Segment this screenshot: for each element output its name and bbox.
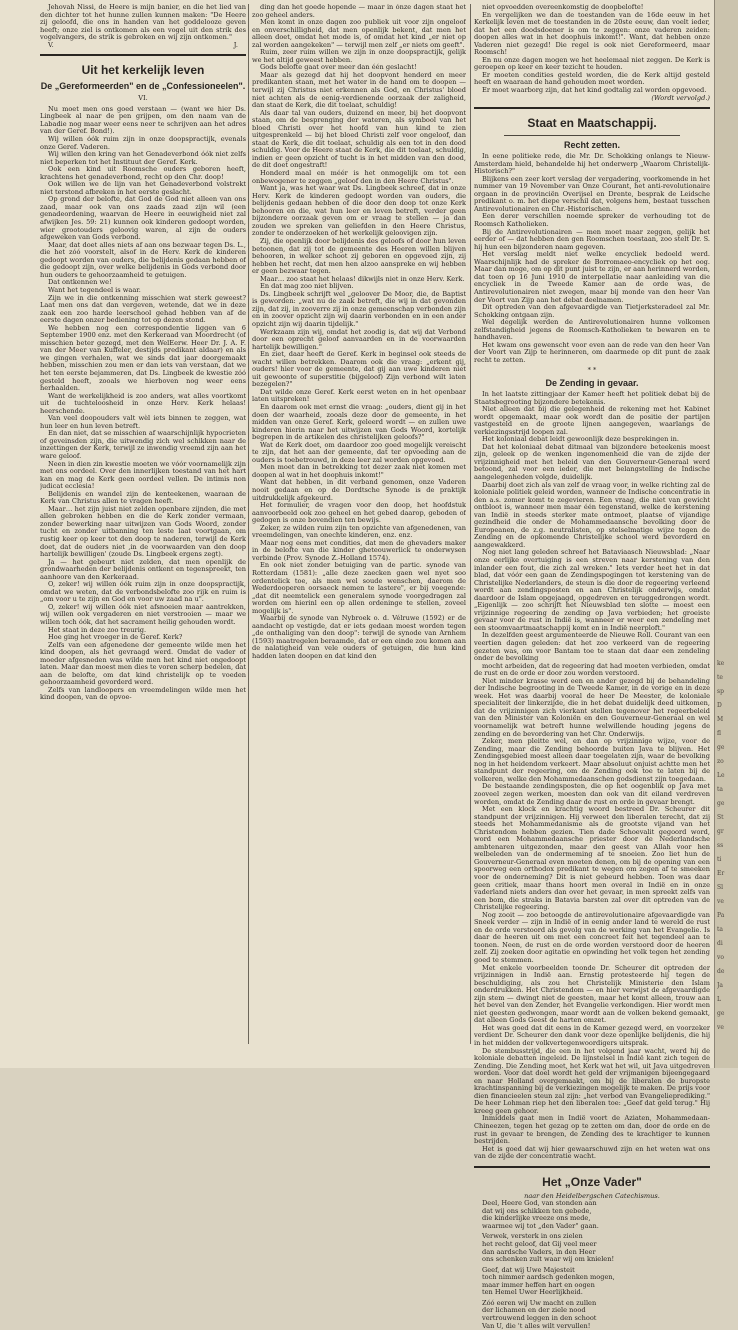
paragraph: Dat ontkennen we! bbox=[40, 279, 246, 287]
edge-fragment: ke bbox=[717, 660, 735, 668]
paragraph: De stembusstrijd, die een in het volgend jaar wacht, werd hij de koloniale debatten ingeleid. De lijnstelsel in Indië kant zich tegen de Zending. Die Zending moet, het Kerk wat het wil, uit Java uitgedreven worden. Voor dat doel wordt het geld der vrijmanigen bijeengegaard en naar Holland overgemaakt, om bij de liberalen de buropste krachtinspanning bij de verkiezingen mogelijk te maken. De prijs voor dien financieelen steun zal zijn: „het verbod van Evangelieprediking." De heer Lohman riep het den liberalen toe: „Geef dat geld terug." Hij kreeg geen gehoor. bbox=[474, 1048, 710, 1116]
edge-fragment: zo bbox=[717, 758, 735, 766]
edge-fragment: te bbox=[717, 674, 735, 682]
paragraph: Ds. Lingbeek schrijft wel „geloover De Moor, die, de Baptist is geworden: „wat nu de zaak betreft, die wij in dat gevonden zijn, dat zij, in zooverre zij in onze gemeenschap verbonden zijn en in zoover opzicht zijn wij daarin verbonden en in een ander opzicht zijn wij daarin tijdelijk." bbox=[252, 291, 466, 329]
poem-line: Geef, dat wij Uwe Majesteit bbox=[482, 1267, 710, 1275]
edge-fragment: ss bbox=[717, 842, 735, 850]
paragraph: Wat de Kerk doet, om daardoor zoo goed mogelijk vereischt te zijn, dat het aan der gemeente, dat ter opvoeding aan de ouders is toebetrouwd, in deze leer zal worden opgevoed. bbox=[252, 442, 466, 465]
article-body bbox=[474, 153, 710, 364]
paragraph: Werkzaam zijn wij, omdat het zoodig is, dat wij dat Verbond door een oprecht geloof aanvaarden en in de voorwaarden hartelijk bewilligen." bbox=[252, 329, 466, 352]
paragraph: Maar… het zijn juist niet zelden openbare zijnden, die met allen gebroken hebben en die de Kerk zonder vermaan, zonder bewerking naar uitwijzen van Gods Woord, zonder tucht en zonder uitbanning ten leste laat voortgaan, om rustig keer op keer tot den doop te naderen, terwijl de Kerk doet, dat de ouders niet ‚in de voorwaarden van den doop hartelijk bewilligen' (zoude Ds. Lingbeek ergens zegt). bbox=[40, 506, 246, 559]
paragraph: De bestaande zendingsposten, die op het oogenblik op Java met zooveel zegen werken, moesten dan ook van dit eiland verdreven worden, omdat de Zending daar de rust en orde in gevaar brengt. bbox=[474, 783, 710, 806]
paragraph: Er moet waarborg zijn, dat het kind godtalig zal worden opgevoed. bbox=[474, 87, 710, 95]
edge-fragment: M bbox=[717, 716, 735, 724]
paragraph: Daarbij doet zich als van zelf de vraag voor, in welke richting zal de koloniale politiek geleid worden, wanneer de Indische concentratie in den a.s. zomer komt te zegevieren. Een vraag, die niet van gewicht ontbloot is, wanneer men maar één tegenstand, welke de kerstening van Indië in steeds sterker mate ontmoet, plaatse of vijandige gezindheid die onder de Mohammedaansche bevolking door de Europeanen, de z.g. neutralisten, op stelselmatige wijze tegen de Zending en de opkomende Christelijke school werd bevorderd en aangewakkerd. bbox=[474, 482, 710, 550]
poem-line: dan aardsche Vaders, in den Heer bbox=[482, 1249, 710, 1257]
separator-stars: * * bbox=[474, 367, 710, 375]
paragraph: niet opvoedden overeenkomstig de doopbelofte! bbox=[474, 4, 710, 12]
paragraph: Zelfs van een afgenedene der gemeente wilde men het kind doopen, als het gevraagd werd. Omdat de vader of moeder afgesneden was wilde men het kind niet ongedoopt laten. Maar dan moest men dies te voren scherp bedelen, dat aan de belofte, om dat kind christelijk op te voeden gehoorzaamheid gevorderd werd. bbox=[40, 642, 246, 687]
paragraph: Hoe ging het vroeger in de Geref. Kerk? bbox=[40, 634, 246, 642]
article-body bbox=[40, 106, 246, 702]
paragraph: In dezelfden geest argumenteerde de Nieuwe Roll. Courant van een veertien dagen geleden: dat het zoo verkeerd van de regeering gezeten was, om voor Bantam toe te staan dat daar een zendeling onder de bevolking bbox=[474, 632, 710, 662]
paragraph: En ziet, daar heeft de Geref. Kerk in beginsel ook steeds de wacht willen betrekken. Daarom ook die vraag: „erkent gij, ouders! hier voor de gemeente, dat gij aan uwe kinderen niet uit gewoonte of superstitie (bijgeloof) Zijn verbond wilt laten bezegelen?" bbox=[252, 351, 466, 389]
paragraph: Waarbij de synode van Nybroek o. d. Vélruwe (1592) er de aandacht op vestigde, dat er iets gedaan moest worden tegen „de onthaliging van den doop": terwijl de synode van Arnhem (1593) maatregelen beraamde, dat er een einde zou komen aan de nalatigheid van vele ouders of getuigen, die hun kind hadden laten doopen en dat kind den bbox=[252, 615, 466, 660]
paragraph: Blijkens een zeer kort verslag der vergadering, voorkomende in het nummer van 19 November van Onze Courant, het anti-revolutionaire orgaan in de provinciën Overijsel en Drente, besprak de Leidsche predikant o. m. het diepe verschil dat, volgens hem, bestaat tusschen Antirevolutionairen en Chr.-Historischen. bbox=[474, 176, 710, 214]
poem-line: Zóó eeren wij Uw macht en zullen bbox=[482, 1300, 710, 1308]
paragraph: Het is goed dat wij hier gewaarschuwd zijn en het weten wat ons van de zijde der concentratie wacht. bbox=[474, 1146, 710, 1161]
paragraph: En vergelijken we dan de toestanden van de 16de eeuw in het Kerkelijk leven met de toestanden in de 20ste eeuw, dan voelt ieder, dat het een doodsdoener is om te zeggen: onze vaderen zeiden: doopen alles wat in het doophuis inkomt!". Want, dat hebben onze Vaderen niet gezegd! Die regel is ook niet Gereformeerd, maar Roomsch! bbox=[474, 12, 710, 57]
paragraph: Zeker, men pleitte wel, en dan op vrijzinnige wijze, voor de Zending, maar die Zending behoorde buiten Java te blijven. Het Zendingsgebied moest alleen daar toegelaten zijn, waar de bevolking nog in het heidendom verkeert. Maar absoluut onjuist achtte men het standpunt der regeering, om de Zending ook toe te laten bij de volkeren, welke den Mohammedaanschen godsdienst zijn toegedaan. bbox=[474, 738, 710, 783]
divider bbox=[40, 54, 246, 56]
poem-title: Het „Onze Vader" bbox=[474, 1175, 710, 1190]
paragraph: Nog zooit — zoo betoogde de antirevolutionaire afgevaardigde van Sneek verder — zijn in Indië of in eenig ander land te wereld de rust en de orde verstoord als gevolg van de werking van het Evangelie. Is daar de heeren uit om met een concreet feit het tegendeel aan te toonen. Neen, de rust en de orde worden verstoord door de heeren zelf. Zij zoeken door agitatie en opwinding het volk tegen het zending goed te stemmen. bbox=[474, 912, 710, 965]
paragraph: Zelfs van landloopers en vreemdelingen wilde men het kind doopen, van de opvoe- bbox=[40, 687, 246, 702]
poem bbox=[474, 1200, 710, 1330]
poem-line: het recht geloof, dat Gij veel meer bbox=[482, 1241, 710, 1249]
paragraph: En daarom ook met ernst die vraag: „ouders, dient gij in het doen der waarheid, zooals deze door de gemeente, in het midden van onze Geref. Kerk, geleerd wordt — en zullen uwe kinderen hierin naar het uitwijzen van Gods Woord, kortelijk begrepen in de artikelen des christelijken geloofs?" bbox=[252, 404, 466, 442]
paragraph: Bij de Antirevolutionairen — men moet maar zeggen, gelijk het eerder of — dat hebben den gen Roomschen toestaan, zoo stelt Dr. S. hij hun een bijzonderen naam gegeven. bbox=[474, 229, 710, 252]
paragraph: Het verslag meldt niet welke encycliek bedoeld werd. Waarschijnlijk had de spreker de Borromaeo-encycliek op het oog. Maar dan moge, om op dit punt juist te zijn, er aan herinnerd worden, dat toen op 16 Juni 1910 de interpellatie naar aanleiding van die encycliek in de Tweede Kamer aan de orde was, de Antirevolutionairen niet zwegen, maar bij monde van den heer Van der Voort van Zijp aan het debat deelnamen. bbox=[474, 251, 710, 304]
poem-line: maar immer heffen hart en oogen bbox=[482, 1282, 710, 1290]
paragraph: We hebben nog een correspondentie liggen van 6 September 1900 enz. met den Kerkeraad van Moordrecht (of misschien beter gezegd, met den WelEerw. Heer Dr. J. A. F. van der Meer van Kuffeler, destijds predikant aldaar) en als we gingen verhalen, wat we sinds dat jaar doorgemaakt hebben, misschien zou men er dan iets van verstaan, dat we het ten eerste bejammeren, dat Ds. Lingbeek de kwestie zóó gesteld heeft, zooals we hierboven nog weer eens herhaalden. bbox=[40, 325, 246, 393]
paragraph: Een derer verschillen noemde spreker de verhouding tot de Roomsch Katholieken. bbox=[474, 213, 710, 228]
paragraph: En dan niet, dat se misschien af waarschijnlijk hypocrieten of geveinsden zijn, die uitwendig zich wel schikken naar de inzettingen der Kerk, terwijl ze inwendig vreemd zijn aan het ware geloof. bbox=[40, 430, 246, 460]
edge-fragment: fl bbox=[717, 730, 735, 738]
article-title: Recht zetten. bbox=[474, 140, 710, 151]
poem-line: Van U, die 't alles wilt vervullen! bbox=[482, 1323, 710, 1330]
poem-subtitle: naar den Heidelbergschen Catechismus. bbox=[474, 1193, 710, 1201]
paragraph: Neen in dien zin kwestie moeten we vóór voornamelijk zijn met ons oordeel. Over den innerlijken toestand van het hart kan en mag de Kerk geen oordeel vellen. De intimis non judicat ecclesia! bbox=[40, 461, 246, 491]
paragraph: Maar… zoo staat het helaas! dikwijls niet in onze Herv. Kerk. bbox=[252, 276, 466, 284]
paragraph: Op grond der belofte, dat God de God niet alleen van ons zaad, maar ook van ons zaads zaad zijn wil (een genadeordening, waarvan de Heere in eeuwigheid niet zal afwijken Jes. 59: 21) kunnen ook kinderen gedoopt worden, wier grootouders geloovig waren, al zijn de ouders afgeweken van Gods verbond. bbox=[40, 196, 246, 241]
column-3 bbox=[474, 4, 710, 1330]
paragraph: O, zeker! wij willen óók niet afsnoeien maar aantrekken, wij willen ook vergaderen en niet verstrooien — maar we willen toch óók, dat het sacrament heilig gehouden wordt. bbox=[40, 604, 246, 627]
adjacent-page-edge bbox=[714, 0, 738, 1068]
part-number: VI. bbox=[40, 95, 246, 103]
paragraph: Want ja, was het waar wat Ds. Lingbeek schreef, dat in onze Herv. Kerk de kinderen gedoopt worden van ouders, die belijdenis gedaan hebben of die door den doop tot onze Kerk behooren en die, wat hun leer en leven betreft, verder geen bijzondere oorzaak geven om er vraag te stellen — ja dan zouden we spreken van geliefden in den Heere Christus, zonder te onderzoeken of het werkelijk geloovigen zijn. bbox=[252, 185, 466, 238]
poem-line: dat wij ons schikken ten gebede, bbox=[482, 1208, 710, 1216]
edge-fragment: ge bbox=[717, 1010, 735, 1018]
poem-line: der lichamen en der ziele nood bbox=[482, 1307, 710, 1315]
divider bbox=[474, 107, 710, 109]
poem-line: ten Hemel Uwer Heerlijkheid. bbox=[482, 1289, 710, 1297]
paragraph: Van veel doopouders valt wèl iets binnen te zeggen, wat hun leer en hun leven betreft. bbox=[40, 415, 246, 430]
edge-fragment: vo bbox=[717, 954, 735, 962]
paragraph: Gods belofte gaat over meer dan één geslacht! bbox=[252, 64, 466, 72]
section-heading: Uit het kerkelijk leven bbox=[40, 63, 246, 78]
paragraph: Ook willen we de lijn van het Genadeverbond volstrekt niet terstond afbreken in het eerste geslacht. bbox=[40, 181, 246, 196]
column-rule bbox=[248, 4, 249, 1044]
edge-fragment: ta bbox=[717, 926, 735, 934]
poem-line: waarmee wij tot „den Vader" gaan. bbox=[482, 1223, 710, 1231]
edge-fragment: St bbox=[717, 814, 735, 822]
paragraph: In het laatste zittingjaar der Kamer heeft het politiek debat bij de Staatsbegrooting bijzondere betekenis. bbox=[474, 391, 710, 406]
paragraph: Met enkele voorbeelden toonde Dr. Scheurer dit optreden der vrijzinnigen in Indië aan. Ernstig protesteerde hij tegen de beschuldiging, als zou het Christelijk Ministerie den Islam onderdrukken. Het Christendom — en hier verwijst de afgevaardigde zijn stem — dwingt niet de geesten, maar het komt alleen, trouw aan het bevel van den Zender, het Evangelie verkondigen. Hier wordt men niet geesten gedwongen, maar wordt aan de volken bekend gemaakt, dat alleen Gods Geest de harten omzet. bbox=[474, 965, 710, 1025]
edge-fragment: Pa bbox=[717, 912, 735, 920]
poem-line: vertrouwend leggen in den schoot bbox=[482, 1315, 710, 1323]
paragraph: Het koloniaal debat leidt gewoonlijk deze besprekingen in. bbox=[474, 436, 710, 444]
paragraph: Maar, dat doet alles niets af aan ons bezwaar tegen Ds. L., die het zóó voorstelt, alsof in de Herv. Kerk de kinderen gedoopt worden van ouders, die belijdenis gedaan hebben of die gedoopt zijn, over welke belijdenis in Gods verbond door hun ouders te gehoorzaamheid te getuigen. bbox=[40, 242, 246, 280]
edge-fragment: de bbox=[717, 968, 735, 976]
paragraph: Wij willen den kring van het Genadeverbond óók niet zelfs niet beperken tot het Instituut der Geref. Kerk. bbox=[40, 151, 246, 166]
edge-fragment: ge bbox=[717, 744, 735, 752]
paragraph: mocht arbeiden, dat de regeering dat had moeten verbieden, omdat de rust en de orde er door zou worden verstoord. bbox=[474, 663, 710, 678]
paragraph: En nu onze dagen mogen we het heelemaal niet zeggen. De Kerk is geroepen op keer en keer tezicht te houden. bbox=[474, 57, 710, 72]
poem-line: die kinderlijke vreeze ons mede, bbox=[482, 1215, 710, 1223]
edge-fragment: ge bbox=[717, 800, 735, 808]
paragraph: ding dan het goede hopende — maar in ónze dagen staat het zoo geheel anders. bbox=[252, 4, 466, 19]
column-rule bbox=[470, 4, 471, 1044]
paragraph: O, zeker! wij willen óók ruim zijn in onze doopspractijk, omdat we weten, dat de verbondsbelofte zoo rijk en ruim is „om voor u te zijn en God en voor uw zaad na u". bbox=[40, 581, 246, 604]
divider bbox=[474, 1166, 710, 1168]
edge-fragment: ti bbox=[717, 856, 735, 864]
paragraph: In eene politieke rede, die Mr. Dr. Schokking onlangs te Nieuw-Amsterdam hield, behandelde hij het onderwerp „Waarom Christelijk-Historisch?" bbox=[474, 153, 710, 176]
paragraph: Want dat hebben, in dit verband genomen, onze Vaderen nooit gedaan en op de Dordtsche Synode is de praktijk uitdrukkelijk afgekeurd. bbox=[252, 479, 466, 502]
paragraph: Het formulier, de vragen voor den doop, het hoofdstuk aanvoorbeeld ook zoo geheel en het gebed daarop, geboden of gedogen is onze bovendien ten bewijs. bbox=[252, 502, 466, 525]
intro-paragraph: Jehovah Nissi, de Heere is mijn banier, en die het lied van den dichter tot het hunne zullen kunnen maken: "De Heere zij geloofd, die ons in handen van het goddelooze geven heeft; onze ziel is ontkomen als een vogel uit den strik des vogelvangers, de strik is gebroken en wij zijn ontkomen." bbox=[40, 4, 246, 42]
paragraph: Wel degelijk werden de Antirevolutionairen hunne volkomen zelfstandigheid jegens de Roomsch-Katholieken te bewaren en te handhaven. bbox=[474, 319, 710, 342]
paragraph: Nog niet lang geleden schreef het Bataviaasch Nieuwsblad: „Naar onze eerlijke overtuiging is een streven naar kerstening van den inlander een fout, die zich zal wreken." Iets verder heet het in dat blad, dat vóór een gaan de Zendingspogingen tot kerstening van de Christelijke Nederlanders, de steun is die door de regeering verleend wordt aan zendingsposten en aan Christelijk onderwijs, omdat daardoor de Islam opgejaagd, opgedreven en teruggedrongen wordt. „Eigenlijk — zoo schrijft het Nieuwsblad ten slotte — moest een vrijzinnige regeering de zending op Java verbieden; het groeiste gevaar voor de rust in Indië is, wanneer er weer een zendeling met een stoomvaartmaatschappij komt en in Indië neerploft." bbox=[474, 549, 710, 632]
paragraph: Inmiddels gaat men in Indië voort de Aziaten, Mohammedaan-Chineezen, tegen het gezag op te zetten om dan, door de orde en de rust in gevaar te brengen, de Zending des te krachtiger te kunnen bestrijden. bbox=[474, 1115, 710, 1145]
paragraph: Honderd maal en méér is het onmogelijk om tot een onbewogener te zeggen „geloof den in den Heere Christus". bbox=[252, 170, 466, 185]
poem-line: toch nimmer aardsch gedenken mogen, bbox=[482, 1274, 710, 1282]
edge-fragment: Ja bbox=[717, 982, 735, 990]
paragraph: Ook een kind uit Roomsche ouders geboren heeft, krachtens het genadeverbond, recht op den Chr. doop! bbox=[40, 166, 246, 181]
signature-j: J. bbox=[234, 42, 238, 50]
edge-fragment: L bbox=[717, 996, 735, 1004]
signature bbox=[40, 42, 246, 50]
paragraph: Dit optreden van den afgevaardigde van Tietjerksteradeel zal Mr. Schokking ontgaan zijn. bbox=[474, 304, 710, 319]
edge-fragment: Sl bbox=[717, 884, 735, 892]
paragraph: Maar nog eens met condities, dat men de ghevaders maker in de belofte van die kinder gheteouwerlick te onderwysen verbinde (Prov. Synode Z.-Holland 1574). bbox=[252, 540, 466, 563]
divider bbox=[504, 135, 680, 136]
paragraph: Maar als gezegd dat hij het doopvont henderd en meer predikanten staan, met het water in de hand om te doopen — terwijl zij Christus niet erkennen als God, en Christus' bloed niet achten als de eenig-verdienende oorzaak der zaligheid, dan staat de Kerk, die dit toelaat, schuldig! bbox=[252, 72, 466, 110]
paragraph: Ja — het gebeurt niet zelden, dat men openlijk de grondwaarheden der belijdenis ontkent en tegenspreekt, ten aanhoore van den Kerkeraad. bbox=[40, 559, 246, 582]
edge-fragment: sp bbox=[717, 688, 735, 696]
to-be-continued: (Wordt vervolgd.) bbox=[474, 95, 710, 103]
article-title: De Zending in gevaar. bbox=[474, 378, 710, 389]
article-body bbox=[474, 4, 710, 95]
signature-v: V. bbox=[48, 42, 54, 50]
paragraph: Men moet dan in betrekking tot dezer zaak niet komen met doopen al wat in het doophuis inkomt!" bbox=[252, 464, 466, 479]
article-body bbox=[474, 663, 710, 1161]
poem-line: ons schenken zult waar wij om knielen! bbox=[482, 1256, 710, 1264]
edge-fragment: ve bbox=[717, 898, 735, 906]
paragraph: En dat mag zoo niet blijven. bbox=[252, 283, 466, 291]
column-1 bbox=[40, 4, 246, 702]
paragraph: Er moeten condities gesteld worden, die de Kerk altijd gesteld heeft en waaraan de hand gehouden moet worden. bbox=[474, 72, 710, 87]
edge-fragment: di bbox=[717, 940, 735, 948]
edge-fragment: gr bbox=[717, 828, 735, 836]
paragraph: Want het tegendeel is waar. bbox=[40, 287, 246, 295]
edge-fragment: ta bbox=[717, 786, 735, 794]
paragraph: Ruim, zeer ruim willen we zijn in onze doopspractijk, gelijk we het altijd geweest hebben. bbox=[252, 49, 466, 64]
edge-fragment: ve bbox=[717, 1024, 735, 1032]
paragraph: Niet alleen dat bij die gelegenheid de rekening met het Kabinet wordt opgemaakt, maar ook wordt dan de positie der partijen vastgesteld en de groote lijnen aangegeven, waarlangs de verkiezingsstrijd loopen zal. bbox=[474, 406, 710, 436]
edge-fragment: D bbox=[717, 702, 735, 710]
paragraph: Belijdenis en wandel zijn de kenteekenen, waaraan de Kerk van Christus allen te vragen heeft. bbox=[40, 491, 246, 506]
section-heading: Staat en Maatschappij. bbox=[474, 116, 710, 131]
paragraph: Men komt in onze dagen zoo publiek uit voor zijn ongeloof en onverschilligheid, dat men openlijk bekent, dat men het alleen doet, omdat het mode is, of omdat het kind „er niet op zal worden aangekeken" — terwijl men zelf „er niets om geeft". bbox=[252, 19, 466, 49]
paragraph: Zijn we in die ontkenning misschien wat sterk geweest? Laat men ons dat dan vergeven, wetende, dat we in deze zaak een zoo harde leerschool gehad hebben van af de eerste dagen onzer bediening tot op dezen stond. bbox=[40, 295, 246, 325]
paragraph: Dat wilde onze Geref. Kerk eerst weten en in het openbaar laten uitspreken! bbox=[252, 389, 466, 404]
paragraph: Dat het koloniaal debat ditmaal van bijzondere beteekenis moest zijn, geleek op de wenken ingenomenheid die van de zijde der vrijzinnigheid met het beleid van den Gouverneur-Generaal werd betoond, zal voor een ieder, die met belangstelling de Indische aangelegenheden volgde, duidelijk. bbox=[474, 444, 710, 482]
edge-fragment: Le bbox=[717, 772, 735, 780]
paragraph: Het was goed dat dit eens in de Kamer gezegd werd, en voorzeker verdient Dr. Scheurer den dank voor deze openlijke belijdenis, die hij in het midden der volkvertegenwoordigers uitsprak. bbox=[474, 1025, 710, 1048]
article-body bbox=[252, 4, 466, 661]
paragraph: Want de werkelijkheid is zoo anders, wat alles voortkomt uit de tuchteloosheid in onze Herv. Kerk helaas! heerschende. bbox=[40, 393, 246, 416]
paragraph: Niet minder krasse werd een en ander gezegd bij de behandeling der Indische begrooting in de Tweede Kamer, in de vorige en in deze week. Het was daarbij vooral de heer De Meester, de koloniale specialiteit der linkerzijde, die in het debat duidelijk deed uitkomen, dat de vrijzinnigen zich vierkant stellen tegenover het regeerbeleid van den Minister van Koloniën en den Gouverneur-Generaal en wel voornamelijk wat betreft hunne welwillende houding jegens de zending en de bevordering van het Chr. Onderwijs. bbox=[474, 678, 710, 738]
paragraph: Wij willen óók ruim zijn in onze doopspractijk, evenals onze Geref. Vaderen. bbox=[40, 136, 246, 151]
paragraph: Als daar tal van ouders, duizend en meer, bij het doopvont staan, om de besprenging der wateren, als symbool van het bloed Christi over het hoofd van hun kind te zien uitgesprenkeld — bij het bloed Christi zelf voor ongeloof, dan staat de Kerk, die dit toelaat, schuldig als een tot in den dood schuldig. Voor de Heere staat de Kerk, die dit toelaat, schuldig, indien er geen opzicht of tucht is in het midden van den dood, de dit doet ongestraft! bbox=[252, 110, 466, 170]
poem-line: Deel, Heere God, van stonden aan bbox=[482, 1200, 710, 1208]
column-2 bbox=[252, 4, 466, 661]
paragraph: Zij, die openlijk door belijdenis des geloofs of door hun leven betoonen, dat zij tot de gemeente des Heeren willen blijven behooren, in welker schoot zij geboren en opgevoed zijn, zij hebben het recht, dat men hen alzoo aanspreke en wij hebben er geen bezwaar tegen. bbox=[252, 238, 466, 276]
paragraph: Het staat in deze zoo treurig. bbox=[40, 627, 246, 635]
paragraph: En ook niet zonder betuiging van de partic. synode van Rotterdam (1581): „alle deze zaecken gaen wel nyet soo ordentelick toe, als men wel soude wenschen, daerom de Wederdooperen oorsaeck nemen te lastere", er bij voegende: „dat dit neemtelick een generalem synode voorgedragen zal worden om hierinl een op allen ordeninge te stellen, zoveel mogelijk is". bbox=[252, 562, 466, 615]
paragraph: Met een klock en krachtig woord bestreed Dr. Scheurer dit standpunt der vrijzinnigen. Hij verweet den liberalen terecht, dat zij steeds het Mohammedanisme als de grootste vijand van het Christendom hebben gezien. Tien dade Schoevalit gegoord word, word een Mohammedaansche priester door de Nederlandsche ambtenaren uitgezonden, maar den geest van Allah voor hen welbeleden van de ondermeming af te snoeien. Zoo liet hun de Gouverneur-Generaal even moeten denen, om bij de opening van een spoorweg een orthodox predikant te wegen om zegen af te smeeken voor de onderneming? Dit is niet gebeurd hebben. Toen was daar geen critiek, maar thans hoort men overal in Indië en in onze vaderland niets anders dan over het gevaar, in men spreekt zelfs van een bom, die straks in Batavia barsten zal over dit optreden van de Christelijke regeering. bbox=[474, 806, 710, 912]
article-body bbox=[474, 391, 710, 663]
poem-line: Verwek, versterk in ons zielen bbox=[482, 1233, 710, 1241]
paragraph: Zeker, ze wilden ruim zijn ten opzichte van afgenedenen, van vreemdelingen, van onechte kinderen, enz. enz. bbox=[252, 525, 466, 540]
paragraph: Het kwam ons gewenscht voor even aan de rede van den heer Van der Voort van Zijp te herinneren, om daarmede op dit punt de zaak recht te zetten. bbox=[474, 342, 710, 365]
edge-fragment: Er bbox=[717, 870, 735, 878]
paragraph: Nu moet men ons goed verstaan — (want we hier Ds. Lingbeek al naar de pen grijpen, om den naam van de Labadie nog maar weer eens neer te schrijven aan het adres van der Geref. Bond!). bbox=[40, 106, 246, 136]
article-title: De „Gereformeerden" en de „Confessioneelen". bbox=[40, 81, 246, 92]
